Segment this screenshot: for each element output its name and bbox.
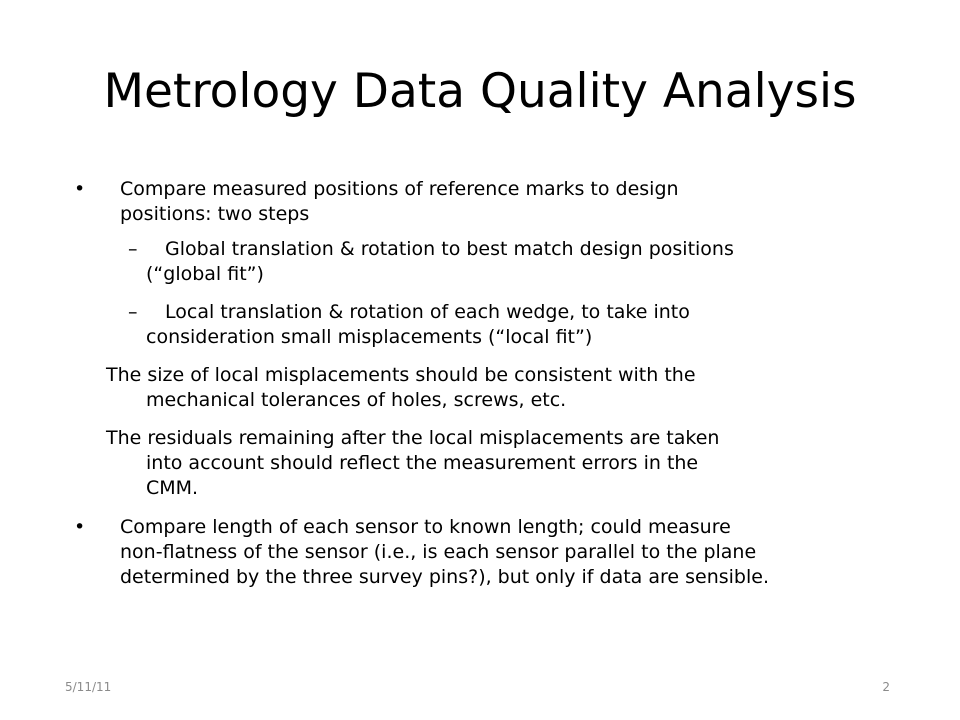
slide-title: Metrology Data Quality Analysis bbox=[103, 64, 857, 119]
sub-bullet-text-line: consideration small misplacements (“local fit”) bbox=[146, 326, 593, 348]
bullet-icon: • bbox=[74, 516, 86, 538]
paragraph-text-line: CMM. bbox=[146, 477, 199, 499]
bullet-text-line: Compare measured positions of reference marks to design bbox=[120, 178, 679, 200]
bullet-text-line: positions: two steps bbox=[120, 203, 310, 225]
sub-bullet-text-line: (“global fit”) bbox=[146, 263, 264, 285]
paragraph-text-line: mechanical tolerances of holes, screws, etc. bbox=[146, 389, 567, 411]
bullet-text-line: determined by the three survey pins?), but only if data are sensible. bbox=[120, 566, 769, 588]
footer-page-number: 2 bbox=[882, 680, 890, 694]
bullet-text-line: Compare length of each sensor to known length; could measure bbox=[120, 516, 731, 538]
sub-bullet-text-line: Global translation & rotation to best match design positions bbox=[165, 238, 734, 260]
footer-date: 5/11/11 bbox=[65, 680, 112, 694]
paragraph-text-line: into account should reflect the measurement errors in the bbox=[146, 452, 699, 474]
paragraph-text-line: The size of local misplacements should be consistent with the bbox=[106, 364, 696, 386]
bullet-icon: • bbox=[74, 178, 86, 200]
paragraph-text-line: The residuals remaining after the local misplacements are taken bbox=[106, 427, 720, 449]
dash-icon: – bbox=[128, 238, 138, 260]
dash-icon: – bbox=[128, 301, 138, 323]
sub-bullet-text-line: Local translation & rotation of each wedge, to take into bbox=[165, 301, 690, 323]
bullet-text-line: non-flatness of the sensor (i.e., is each sensor parallel to the plane bbox=[120, 541, 757, 563]
